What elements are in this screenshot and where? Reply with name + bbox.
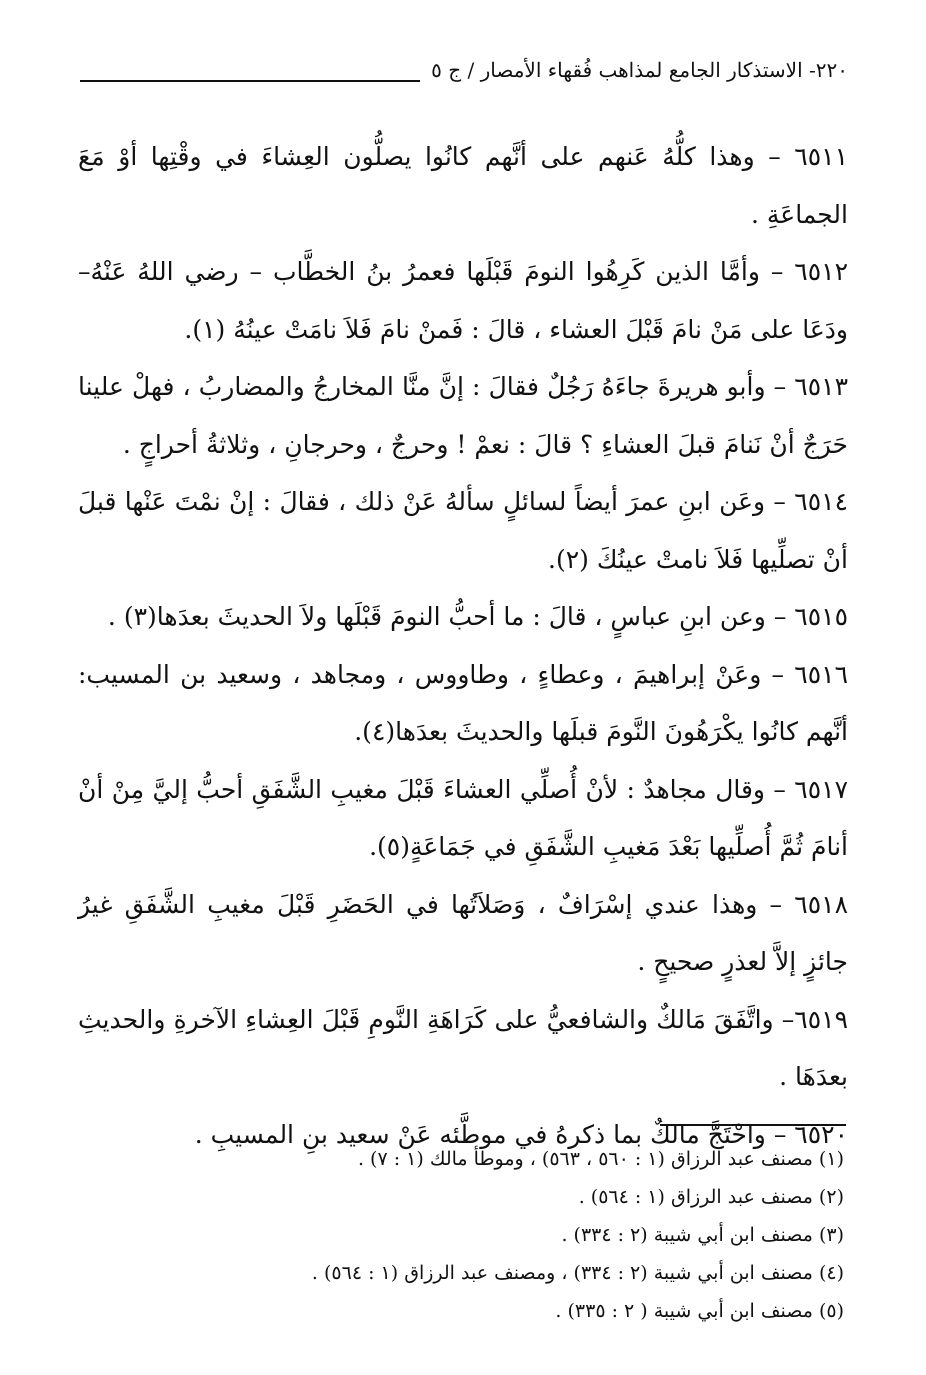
paragraph-6520: ٦٥٢٠ – واحْتَجَّ مالكٌ بما ذكرهُ في موطَّئه عَنْ سعيد بنِ المسيبِ . [194, 1119, 848, 1149]
running-header: ٢٢٠- الاستذكار الجامع لمذاهب فُقهاء الأمصار / ج ٥ [431, 58, 848, 82]
footnote-1: (١) مصنف عبد الرزاق (١ : ٥٦٠ ، ٥٦٣) ، وموطأ مالك (١ : ٧) . [357, 1148, 844, 1170]
footnote-5: (٥) مصنف ابن أبي شيبة ( ٢ : ٣٣٥) . [555, 1300, 844, 1322]
footnote-4: (٤) مصنف ابن أبي شيبة (٢ : ٣٣٤) ، ومصنف عبد الرزاق (١ : ٥٦٤) . [311, 1262, 844, 1284]
paragraph-6511: ٦٥١١ – وهذا كلُّهُ عَنهم على أنَّهم كانُوا يصلُّون العِشاءَ في وقْتِها أوْ مَعَ الجماعَةِ . [78, 142, 848, 229]
paragraph-6519: ٦٥١٩– واتَّفَقَ مَالكٌ والشافعيُّ على كَرَاهَةِ النَّومِ قَبْلَ العِشاءِ الآخرةِ والحديثِ بعدَهَا . [78, 1004, 848, 1091]
header-rule [80, 80, 420, 82]
paragraph-6517: ٦٥١٧ – وقال مجاهدٌ : لأنْ أُصلِّي العشاءَ قَبْلَ مغيبِ الشَّفَقِ أحبُّ إليَّ مِنْ أنْ أنامَ ثُمَّ أُصلِّيها بَعْدَ مَغيبِ الشَّفَقِ في جَمَاعَةٍ(٥). [78, 774, 848, 861]
footnotes [78, 1140, 844, 1330]
paragraph-6516: ٦٥١٦ – وعَنْ إبراهيمَ ، وعطاءٍ ، وطاووس ، ومجاهد ، وسعيد بن المسيب: أنَّهم كانُوا يكْرَهُونَ النَّومَ قبلَها والحديثَ بعدَها(٤). [78, 659, 848, 746]
footnote-separator [660, 1124, 846, 1126]
footnote-3: (٣) مصنف ابن أبي شيبة (٢ : ٣٣٤) . [561, 1224, 844, 1246]
footnote-2: (٢) مصنف عبد الرزاق (١ : ٥٦٤) . [578, 1186, 844, 1208]
paragraph-6514: ٦٥١٤ – وعَن ابنِ عمرَ أيضاً لسائلٍ سألهُ عَنْ ذلك ، فقالَ : إنْ نمْتَ عَنْها قبلَ أنْ تصلِّيها فَلاَ نامتْ عينُكَ (٢). [78, 487, 848, 574]
paragraph-6518: ٦٥١٨ – وهذا عندي إسْرَافٌ ، وَصَلاَتُها في الحَضَرِ قَبْلَ مغيبِ الشَّفَقِ غيرُ جائزٍ إلاَّ لعذرٍ صحيحٍ . [78, 889, 848, 976]
paragraph-6513: ٦٥١٣ – وأبو هريرةَ جاءَهُ رَجُلٌ فقالَ : إنَّ منَّا المخارجُ والمضاربُ ، فهلْ علينا حَرَجٌ أنْ نَنامَ قبلَ العشاءِ ؟ قالَ : نعمْ ! وحرجٌ ، وحرجانِ ، وثلاثةُ أحراجٍ . [78, 372, 848, 459]
paragraph-6515: ٦٥١٥ – وعن ابنِ عباسٍ ، قالَ : ما أحبُّ النومَ قَبْلَها ولاَ الحديثَ بعدَها(٣) . [107, 602, 848, 631]
paragraph-6512: ٦٥١٢ – وأمَّا الذين كَرِهُوا النومَ قَبْلَها فعمرُ بنُ الخطَّاب – رضي اللهُ عَنْهُ– ودَعَا على مَنْ نامَ قَبْلَ العشاء ، قالَ : فَمنْ نامَ فَلاَ نامَتْ عينُهُ (١). [78, 257, 848, 344]
main-text [78, 128, 848, 1163]
